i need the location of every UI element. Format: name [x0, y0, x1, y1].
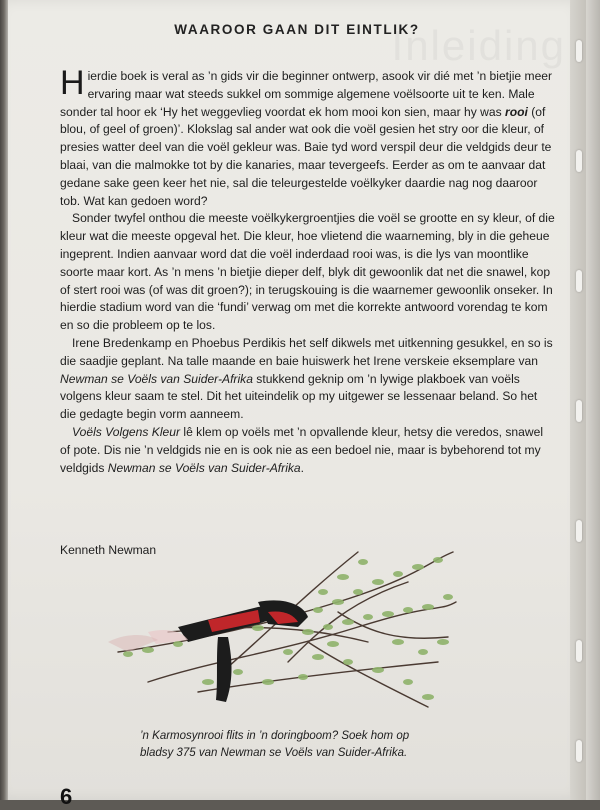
book-title: Newman se Voëls van Suider-Afrika	[60, 371, 253, 386]
binding-stitch	[576, 740, 582, 762]
show-through-text: Inleiding	[391, 22, 566, 69]
paragraph-4-part-1: lê klem op voëls met ’n opvallende kleur, hetsy die veredos, snawel of pote. Dis nie ’n veldgids nie en is ook nie as een bedoel nie, maar is bybehorend tot my veldgids	[60, 424, 544, 475]
paragraph-1-part-2: (of blou, of geel of groen)’. Klokslag sal ander wat ook die voël gesien het stry oor die kleur, of presies watter deel van die voël gekleur was. Baie tyd word verspil deur die veldgids deur te blaai, van die malmokke tot by die kanaries, maar tevergeefs. Eerder as om te aanvaar dat gedane sake geen keer het nie, sal die teleurgestelde voëlkyker daardie nag nog daaroor tob. Wat kan gedoen word?	[60, 104, 552, 208]
page-heading: WAAROOR GAAN DIT EINTLIK?	[174, 22, 420, 37]
paragraph-3-part-1: Irene Bredenkamp en Phoebus Perdikis het self dikwels met uitkenning gesukkel, en so is die saadjie geplant. Na talle maande en baie huiswerk het Irene verskeie eksemplare van	[60, 335, 553, 368]
binding-stitch	[576, 640, 582, 662]
page-number: 6	[60, 784, 73, 809]
author-signature: Kenneth Newman	[60, 543, 157, 557]
paragraph-4	[60, 424, 555, 477]
page-edge	[570, 0, 586, 800]
drop-cap: H	[60, 64, 85, 102]
paragraph-4-part-2: .	[300, 460, 305, 475]
binding-stitch	[576, 40, 582, 62]
binding-stitch	[576, 520, 582, 542]
binding-stitch	[576, 270, 582, 292]
body-text	[60, 64, 555, 477]
paragraph-1	[60, 64, 555, 210]
book-title: Newman se Voëls van Suider-Afrika	[107, 460, 301, 475]
paragraph-3	[60, 335, 555, 424]
paragraph-3-part-2: stukkend geknip om ’n lywige plakboek van voëls volgens kleur saam te stel. Dit het uiteindelik op my uitgewer se lessenaar beland. So het die gedagte begin vorm aanneem.	[60, 371, 538, 422]
illustration-caption: ’n Karmosynrooi flits in ’n doringboom? Soek hom op bladsy 375 van Newman se Voëls van Suider-Afrika.	[140, 730, 410, 759]
emphasis-rooi: rooi	[505, 104, 528, 119]
crimson-bird	[108, 600, 308, 702]
binding-stitch	[576, 150, 582, 172]
book-title: Voëls Volgens Kleur	[72, 424, 181, 439]
paragraph-2: Sonder twyfel onthou die meeste voëlkykergroentjies die voël se grootte en sy kleur, of die kleur wat die meeste opgeval het. Die kleur, hoe vlietend die waarneming, bly in die geheue ingeprent. Indien aanvaar word dat die voël inderdaad rooi was, is die lys van moontlike soorte maar kort. As ’n mens ’n bietjie dieper delf, blyk dit gewoonlik dat net die snawel, kop of stert rooi was (of was dit groen?); in terugskouing is die waarnemer gewoonlik onseker. In hierdie stadium word van die ‘fundi’ verwag om met die korrekte antwoord vorendag te kom en so die probleem op te los.	[60, 211, 555, 333]
binding-stitch	[576, 400, 582, 422]
bird-in-thorn-tree-illustration	[108, 532, 458, 722]
paragraph-1-part-1: ierdie boek is veral as ’n gids vir die beginner ontwerp, asook vir dié met ’n bietjie meer ervaring maar wat steeds sukkel om sommige algemene voëlsoorte uit te ken. Male sonder tal hoor ek ‘Hy het weggevlieg voordat ek hom mooi kon sien, maar hy was	[60, 69, 553, 119]
